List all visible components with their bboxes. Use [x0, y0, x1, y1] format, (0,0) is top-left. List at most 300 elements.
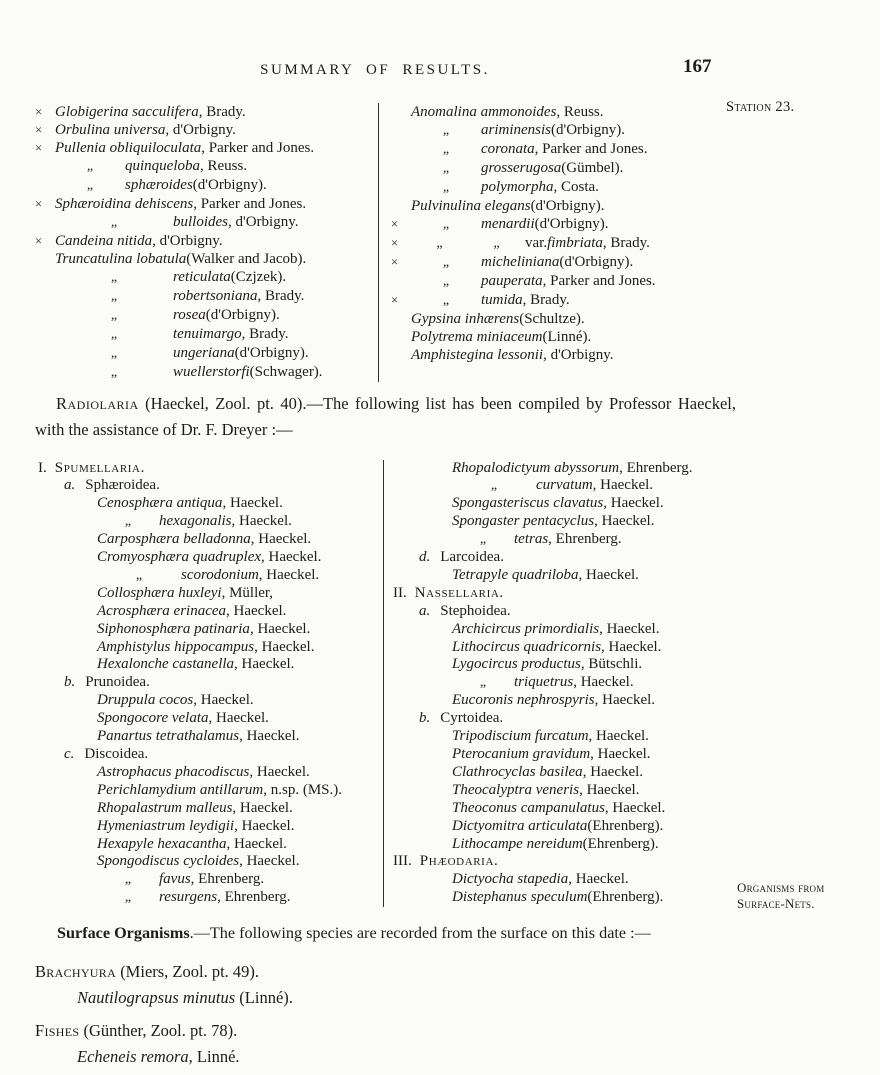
list-row [390, 692, 741, 710]
page-body [35, 103, 741, 1069]
species-name: Spongocore velata [97, 710, 209, 727]
species-row [35, 232, 378, 250]
species-row [391, 197, 741, 215]
list-row [390, 889, 741, 907]
list-row [35, 513, 383, 531]
list-row [35, 531, 383, 549]
ditto-mark: „ [436, 236, 443, 251]
ditto-mark: „ [124, 872, 132, 888]
species-authority: (Linné). [542, 329, 592, 345]
species-row [391, 310, 741, 328]
species-authority: , Reuss. [200, 158, 248, 174]
group-label: Phæodaria. [419, 853, 499, 870]
species-authority: , d'Orbigny. [228, 214, 299, 230]
list-row [35, 728, 383, 746]
species-authority: (Walker and Jacob). [186, 251, 307, 267]
species-name: reticulata [173, 269, 231, 285]
species-name: Collosphæra huxleyi [97, 584, 222, 601]
species-name: Theocalyptra veneris [452, 781, 580, 798]
species-name: Polytrema miniaceum [411, 329, 543, 345]
foraminifera-list [35, 103, 741, 382]
species-row [391, 121, 741, 140]
entry-heading [35, 960, 741, 984]
list-row [35, 889, 383, 907]
ditto-mark: „ [442, 142, 450, 157]
species-authority: , d'Orbigny. [543, 347, 614, 363]
species-authority: , Haeckel. [193, 692, 254, 709]
species-authority: , Haeckel. [239, 728, 300, 745]
species-name: Gypsina inhærens [411, 311, 520, 327]
species-name: rosea [173, 307, 206, 323]
species-name: Lithocircus quadricornis [452, 638, 602, 655]
ditto-mark: „ [442, 217, 450, 232]
species-name: Lithocampe nereidum [452, 835, 583, 852]
surface-entry-brachyura [35, 960, 741, 1010]
species-name: triquetrus [514, 674, 574, 691]
species-row [391, 291, 741, 310]
species-authority: , Haeckel. [250, 531, 312, 548]
species-name: Distephanus speculum [452, 889, 588, 906]
list-row [390, 513, 741, 531]
ditto-mark: „ [110, 308, 118, 323]
ditto-mark: „ [442, 180, 450, 195]
species-name: polymorpha [481, 179, 554, 195]
species-name: Siphonosphæra patinaria [97, 620, 250, 637]
margin-note-surface-nets [737, 880, 824, 911]
species-row [35, 195, 378, 213]
species-authority: , Haeckel. [226, 835, 287, 852]
cross-marker: × [391, 236, 399, 250]
subgroup-label: Stephoidea. [440, 602, 511, 619]
ditto-mark: „ [442, 274, 450, 289]
foraminifera-left-column [35, 103, 378, 382]
list-row [35, 871, 383, 889]
species-authority: , Parker and Jones. [542, 273, 656, 289]
species-authority: , Haeckel. [590, 746, 651, 762]
subgroup-letter: b. [419, 710, 431, 727]
species-name: Truncatulina lobatula [55, 251, 187, 267]
species-authority: , Haeckel. [261, 549, 322, 566]
species-name: Spongodiscus cycloides [97, 853, 240, 870]
species-name: sphæroides [125, 177, 193, 193]
list-row [390, 728, 741, 746]
ditto-mark: „ [110, 346, 118, 361]
list-row [390, 460, 741, 478]
list-row [390, 585, 741, 603]
species-authority: , Haeckel. [234, 817, 295, 834]
ditto-mark: „ [110, 327, 118, 342]
list-row [390, 531, 741, 549]
species-authority: , d'Orbigny. [152, 233, 223, 249]
species-authority: , n.sp. (MS.). [263, 781, 342, 798]
species-name: ungeriana [173, 345, 235, 361]
species-authority: (Schwager). [249, 364, 323, 380]
cross-marker: × [391, 217, 399, 231]
ditto-mark: „ [110, 270, 118, 285]
species-name: favus [159, 871, 191, 888]
species-authority: (d'Orbigny). [205, 307, 280, 323]
list-row [35, 836, 383, 854]
ditto-mark: „ [110, 289, 118, 304]
list-row [390, 549, 741, 567]
subgroup-label: Sphæroidea. [85, 477, 160, 494]
ditto-mark: „ [86, 159, 94, 174]
cross-marker: × [391, 293, 399, 307]
species-name: quinqueloba [125, 158, 200, 174]
species-authority: , Haeckel. [568, 871, 629, 888]
species-authority: , Haeckel. [578, 566, 639, 583]
radiolaria-heading: Radiolaria [56, 394, 139, 413]
list-row [35, 656, 383, 674]
species-authority: , Bütschli. [580, 656, 643, 673]
group-numeral: II. [393, 584, 407, 601]
species-name: Orbulina universa [55, 122, 166, 138]
list-row [390, 710, 741, 728]
subgroup-label: Cyrtoidea. [440, 710, 504, 727]
species-name: Anomalina ammonoides [411, 104, 557, 120]
species-name: Candeina nitida [55, 233, 153, 249]
species-name: Amphistylus hippocampus [97, 638, 255, 655]
species-authority: (Schultze). [519, 311, 585, 327]
species-authority: , Parker and Jones. [534, 141, 648, 157]
species-authority: (Gümbel). [561, 160, 624, 176]
radiolaria-list [35, 460, 741, 908]
cross-marker: × [35, 234, 43, 248]
species-name: resurgens [159, 889, 218, 906]
species-row [35, 157, 378, 176]
species-name: Hymeniastrum leydigii [97, 817, 235, 834]
species-row [391, 346, 741, 364]
species-row [391, 103, 741, 121]
list-row [390, 567, 741, 585]
species-name: coronata [481, 141, 535, 157]
list-row [390, 871, 741, 889]
species-row [35, 176, 378, 195]
ditto-mark: „ [124, 890, 132, 906]
species-authority: , Haeckel. [594, 692, 656, 709]
species-authority: , Haeckel. [232, 799, 293, 816]
species-name: Pulvinulina elegans [411, 198, 531, 214]
subgroup-label: Discoidea. [84, 746, 149, 762]
species-authority: , Parker and Jones. [193, 196, 307, 212]
ditto-mark: „ [135, 567, 143, 583]
subgroup-label: Larcoidea. [440, 549, 504, 566]
list-row [35, 621, 383, 639]
species-authority: , Haeckel. [231, 513, 292, 530]
list-row [390, 746, 741, 764]
species-authority: , d'Orbigny. [165, 122, 236, 138]
list-row [390, 603, 741, 621]
species-authority: , Haeckel. [601, 638, 662, 655]
species-authority: , Haeckel. [594, 513, 655, 530]
subgroup-letter: b. [64, 674, 76, 691]
cross-marker: × [391, 255, 399, 269]
species-name: menardii [481, 216, 535, 232]
subgroup-letter: c. [64, 746, 75, 762]
species-row [391, 328, 741, 346]
species-name: Eucoronis nephrospyris [452, 692, 595, 709]
list-row [390, 853, 741, 871]
species-name: Perichlamydium antillarum [97, 781, 264, 798]
species-name: Acrosphæra erinacea [97, 602, 227, 619]
species-name: Hexapyle hexacantha [97, 835, 227, 852]
species-row [35, 268, 378, 287]
species-authority: , Haeckel. [249, 763, 310, 780]
species-authority: , Haeckel. [604, 799, 666, 816]
species-name: Druppula cocos [97, 692, 194, 709]
ditto-mark: „ [479, 532, 487, 548]
species-row [35, 213, 378, 232]
list-row [390, 782, 741, 800]
species-authority: , Haeckel. [582, 763, 644, 780]
list-row [35, 782, 383, 800]
margin-note-line: Surface-Nets. [737, 895, 815, 911]
list-row [390, 836, 741, 854]
species-authority: , Haeckel. [249, 620, 311, 637]
species-authority: , Haeckel. [258, 566, 320, 583]
list-row [35, 495, 383, 513]
species-name: curvatum [536, 477, 593, 494]
species-name: Tetrapyle quadriloba [452, 566, 579, 583]
species-authority: , Haeckel. [588, 728, 649, 745]
radiolaria-paragraph [35, 391, 736, 443]
species-authority: (Czjzek). [230, 269, 287, 285]
list-row [35, 603, 383, 621]
species-name: Sphæroidina dehiscens [55, 196, 194, 212]
species-name: Nautilograpsus minutus [77, 988, 236, 1008]
species-name: ariminensis [481, 122, 552, 138]
cross-marker: × [35, 123, 43, 137]
species-authority: (Ehrenberg). [587, 817, 664, 834]
species-authority: , Brady. [198, 104, 246, 120]
list-row [35, 853, 383, 871]
species-row [35, 121, 378, 139]
species-prefix: var. [525, 235, 548, 251]
surface-entry-fishes [35, 1019, 741, 1069]
group-numeral: I. [38, 459, 47, 476]
species-name: scorodonium [181, 566, 259, 583]
species-name: Spongaster pentacyclus [452, 513, 595, 530]
species-name: Archicircus primordialis [452, 620, 600, 637]
species-name: Clathrocyclas basilea [452, 763, 583, 780]
ditto-mark: „ [490, 478, 498, 494]
list-row [390, 818, 741, 836]
species-row [35, 363, 378, 382]
species-authority: , Reuss. [556, 104, 604, 120]
species-authority: , Haeckel. [599, 620, 660, 637]
list-row [35, 692, 383, 710]
species-authority: , Haeckel. [226, 602, 287, 619]
ditto-mark: „ [479, 675, 487, 691]
species-authority: (Linné). [235, 988, 293, 1008]
radiolaria-left-column [35, 460, 383, 908]
species-authority: , Brady. [522, 292, 570, 308]
taxon-group-name: Fishes [35, 1021, 80, 1041]
species-authority: , Haeckel. [592, 477, 654, 494]
surface-organisms-paragraph [35, 922, 741, 944]
list-row [390, 656, 741, 674]
species-row [391, 272, 741, 291]
surface-organisms-heading: Surface Organisms [57, 924, 190, 943]
species-name: Dictyomitra articulata [452, 817, 588, 834]
species-row [35, 344, 378, 363]
species-row [391, 215, 741, 234]
ditto-mark: „ [493, 236, 500, 251]
list-row [35, 460, 383, 478]
list-row [390, 477, 741, 495]
species-name: fimbriata [547, 235, 603, 251]
species-row [35, 139, 378, 157]
page-number: 167 [683, 56, 712, 77]
species-authority: , Haeckel. [234, 656, 295, 673]
radiolaria-right-column [383, 460, 741, 908]
ditto-mark: „ [442, 123, 450, 138]
taxon-group-reference: (Günther, Zool. pt. 78). [79, 1021, 238, 1041]
species-name: Tripodiscium furcatum [452, 728, 589, 745]
species-authority: , Haeckel. [573, 674, 634, 691]
subgroup-letter: a. [419, 602, 431, 619]
species-authority: (d'Orbigny). [559, 254, 634, 270]
subgroup-letter: d. [419, 549, 431, 566]
species-authority: , Ehrenberg. [190, 871, 265, 888]
species-authority: (Ehrenberg). [582, 835, 659, 852]
species-row [391, 234, 741, 253]
subgroup-letter: a. [64, 477, 76, 494]
taxon-group-reference: (Miers, Zool. pt. 49). [116, 962, 260, 982]
species-authority: , Haeckel. [603, 495, 664, 512]
species-authority: , Parker and Jones. [201, 140, 315, 156]
list-row [390, 495, 741, 513]
ditto-mark: „ [442, 255, 450, 270]
species-row [35, 325, 378, 344]
species-authority: , Linné. [188, 1047, 240, 1067]
ditto-mark: „ [124, 514, 132, 530]
species-authority: , Brady. [257, 288, 305, 304]
group-numeral: III. [393, 853, 412, 870]
species-authority: (d'Orbigny). [234, 345, 309, 361]
species-authority: , Haeckel. [579, 781, 640, 798]
species-authority: , Ehrenberg. [619, 459, 693, 476]
list-row [35, 674, 383, 692]
species-authority: , Brady. [602, 235, 650, 251]
species-name: Cromyosphæra quadruplex [97, 549, 262, 566]
species-row [35, 103, 378, 121]
species-name: pauperata [481, 273, 543, 289]
species-name: Lygocircus productus [452, 656, 581, 673]
species-name: Amphistegina lessonii [411, 347, 544, 363]
species-row [35, 306, 378, 325]
species-row [35, 986, 741, 1010]
species-name: Rhopalastrum malleus [97, 799, 233, 816]
species-name: tetras [514, 531, 549, 548]
species-row [391, 159, 741, 178]
ditto-mark: „ [110, 365, 118, 380]
species-name: Globigerina sacculifera [55, 104, 199, 120]
species-row [391, 253, 741, 272]
list-row [390, 621, 741, 639]
subgroup-label: Prunoidea. [85, 674, 150, 691]
entry-heading [35, 1019, 741, 1043]
list-row [35, 800, 383, 818]
list-row [35, 639, 383, 657]
species-name: Pterocanium gravidum [452, 746, 591, 762]
ditto-mark: „ [110, 215, 118, 230]
species-name: robertsoniana [173, 288, 258, 304]
species-name: Hexalonche castanella [97, 656, 235, 673]
running-head: SUMMARY OF RESULTS. [260, 62, 490, 78]
list-row [35, 818, 383, 836]
margin-note-line: Organisms from [737, 880, 825, 895]
margin-note-station: Station 23. [726, 99, 795, 115]
list-row [35, 710, 383, 728]
list-row [35, 585, 383, 603]
species-row [391, 140, 741, 159]
species-name: Spongasteriscus clavatus [452, 495, 604, 512]
cross-marker: × [35, 197, 43, 211]
cross-marker: × [35, 141, 43, 155]
species-authority: , Müller, [221, 584, 274, 601]
species-authority: , Haeckel. [208, 710, 269, 727]
radiolaria-paragraph-text: (Haeckel, Zool. pt. 40).—The following list has been compiled by Professor Haeckel, with the assistance of Dr. F. Dreyer :— [35, 394, 736, 439]
list-row [390, 639, 741, 657]
species-name: Rhopalodictyum abyssorum [452, 459, 620, 476]
species-authority: , Ehrenberg. [548, 531, 622, 548]
list-row [390, 674, 741, 692]
group-label: Spumellaria. [54, 459, 145, 476]
ditto-mark: „ [442, 293, 450, 308]
list-row [390, 764, 741, 782]
species-name: bulloides [173, 214, 228, 230]
species-name: micheliniana [481, 254, 560, 270]
list-row [35, 477, 383, 495]
ditto-mark: „ [442, 161, 450, 176]
species-authority: (d'Orbigny). [534, 216, 609, 232]
species-authority: , Costa. [553, 179, 599, 195]
species-row [391, 178, 741, 197]
species-authority: , Ehrenberg. [217, 889, 291, 906]
cross-marker: × [35, 105, 43, 119]
species-authority: , Haeckel. [222, 495, 283, 512]
species-name: grosserugosa [481, 160, 562, 176]
list-row [35, 746, 383, 764]
species-authority: (d'Orbigny). [192, 177, 267, 193]
list-row [35, 549, 383, 567]
list-row [390, 800, 741, 818]
group-label: Nassellaria. [414, 584, 504, 601]
species-name: Cenosphæra antiqua [97, 495, 223, 512]
species-row [35, 250, 378, 268]
species-name: Panartus tetrathalamus [97, 728, 240, 745]
species-name: wuellerstorfi [173, 364, 250, 380]
species-authority: , Haeckel. [254, 638, 315, 655]
species-name: Dictyocha stapedia [452, 871, 569, 888]
species-name: hexagonalis [159, 513, 232, 530]
foraminifera-right-column [378, 103, 741, 382]
species-name: Echeneis remora [77, 1047, 189, 1067]
species-name: Carposphæra belladonna [97, 531, 251, 548]
taxon-group-name: Brachyura [35, 962, 117, 982]
species-name: Theoconus campanulatus [452, 799, 605, 816]
list-row [35, 764, 383, 782]
species-row [35, 1045, 741, 1069]
species-name: tumida [481, 292, 523, 308]
species-authority: , Haeckel. [239, 853, 300, 870]
surface-organisms-paragraph-text: .—The following species are recorded from the surface on this date :— [189, 924, 651, 943]
ditto-mark: „ [86, 178, 94, 193]
species-authority: (d'Orbigny). [551, 122, 625, 138]
species-authority: (Ehrenberg). [587, 889, 664, 906]
species-name: tenuimargo [173, 326, 242, 342]
